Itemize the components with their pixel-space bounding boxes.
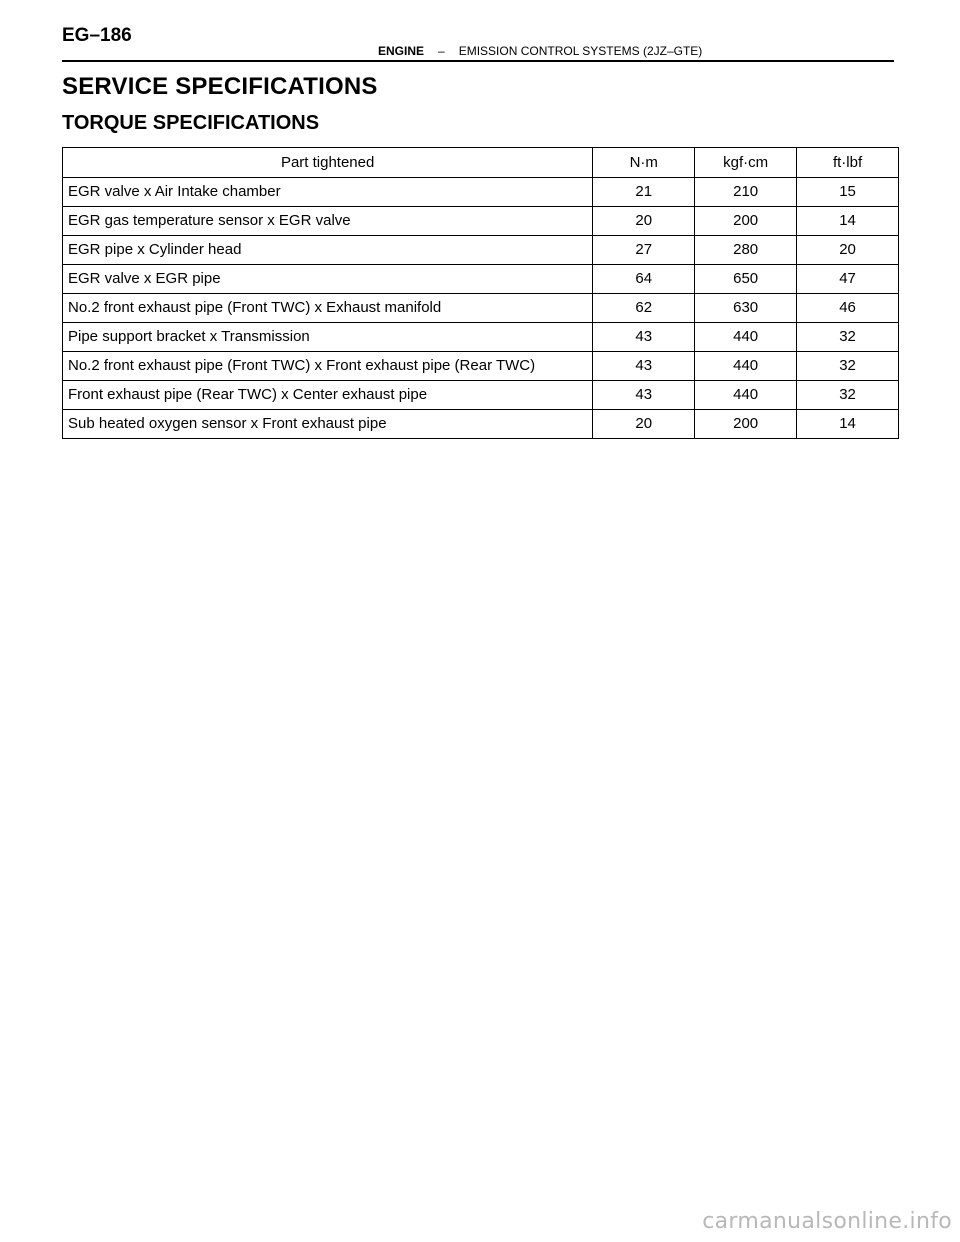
cell-nm: 64: [593, 265, 695, 294]
column-header-ftlbf: ft·lbf: [797, 148, 899, 178]
column-header-part: Part tightened: [63, 148, 593, 178]
cell-nm: 20: [593, 207, 695, 236]
table-row: [63, 323, 899, 352]
column-header-nm: N·m: [593, 148, 695, 178]
cell-nm: 62: [593, 294, 695, 323]
cell-part: No.2 front exhaust pipe (Front TWC) x Exhaust manifold: [63, 294, 593, 323]
table-row: [63, 178, 899, 207]
cell-part: EGR pipe x Cylinder head: [63, 236, 593, 265]
watermark-link[interactable]: carmanualsonline.info: [702, 1209, 952, 1234]
cell-ftlbf: 15: [797, 178, 899, 207]
cell-part: Sub heated oxygen sensor x Front exhaust pipe: [63, 410, 593, 439]
cell-nm: 27: [593, 236, 695, 265]
table-row: [63, 236, 899, 265]
running-header: [378, 44, 702, 58]
header-separator: –: [438, 44, 445, 58]
table-row: [63, 410, 899, 439]
cell-ftlbf: 20: [797, 236, 899, 265]
cell-part: Front exhaust pipe (Rear TWC) x Center exhaust pipe: [63, 381, 593, 410]
cell-kgfcm: 200: [695, 410, 797, 439]
table-header-row: [63, 148, 899, 178]
cell-kgfcm: 630: [695, 294, 797, 323]
cell-nm: 43: [593, 323, 695, 352]
cell-nm: 43: [593, 352, 695, 381]
cell-ftlbf: 14: [797, 207, 899, 236]
header-subsection: EMISSION CONTROL SYSTEMS (2JZ–GTE): [458, 44, 703, 58]
table-row: [63, 381, 899, 410]
cell-part: EGR gas temperature sensor x EGR valve: [63, 207, 593, 236]
page-title: SERVICE SPECIFICATIONS: [62, 73, 378, 100]
header-section: ENGINE: [378, 44, 425, 58]
cell-kgfcm: 440: [695, 352, 797, 381]
table-row: [63, 207, 899, 236]
cell-part: EGR valve x Air Intake chamber: [63, 178, 593, 207]
cell-kgfcm: 210: [695, 178, 797, 207]
column-header-kgfcm: kgf·cm: [695, 148, 797, 178]
cell-part: Pipe support bracket x Transmission: [63, 323, 593, 352]
cell-nm: 43: [593, 381, 695, 410]
cell-kgfcm: 200: [695, 207, 797, 236]
cell-part: EGR valve x EGR pipe: [63, 265, 593, 294]
cell-ftlbf: 32: [797, 352, 899, 381]
header-rule: [62, 60, 894, 62]
cell-kgfcm: 280: [695, 236, 797, 265]
torque-spec-table: [62, 147, 899, 439]
table-row: [63, 294, 899, 323]
cell-ftlbf: 47: [797, 265, 899, 294]
cell-kgfcm: 440: [695, 323, 797, 352]
cell-part: No.2 front exhaust pipe (Front TWC) x Front exhaust pipe (Rear TWC): [63, 352, 593, 381]
section-title: TORQUE SPECIFICATIONS: [62, 112, 320, 134]
cell-kgfcm: 650: [695, 265, 797, 294]
cell-ftlbf: 32: [797, 323, 899, 352]
cell-ftlbf: 32: [797, 381, 899, 410]
page-number: EG–186: [62, 25, 132, 46]
cell-ftlbf: 46: [797, 294, 899, 323]
cell-nm: 20: [593, 410, 695, 439]
table-row: [63, 352, 899, 381]
cell-kgfcm: 440: [695, 381, 797, 410]
cell-nm: 21: [593, 178, 695, 207]
cell-ftlbf: 14: [797, 410, 899, 439]
table-row: [63, 265, 899, 294]
